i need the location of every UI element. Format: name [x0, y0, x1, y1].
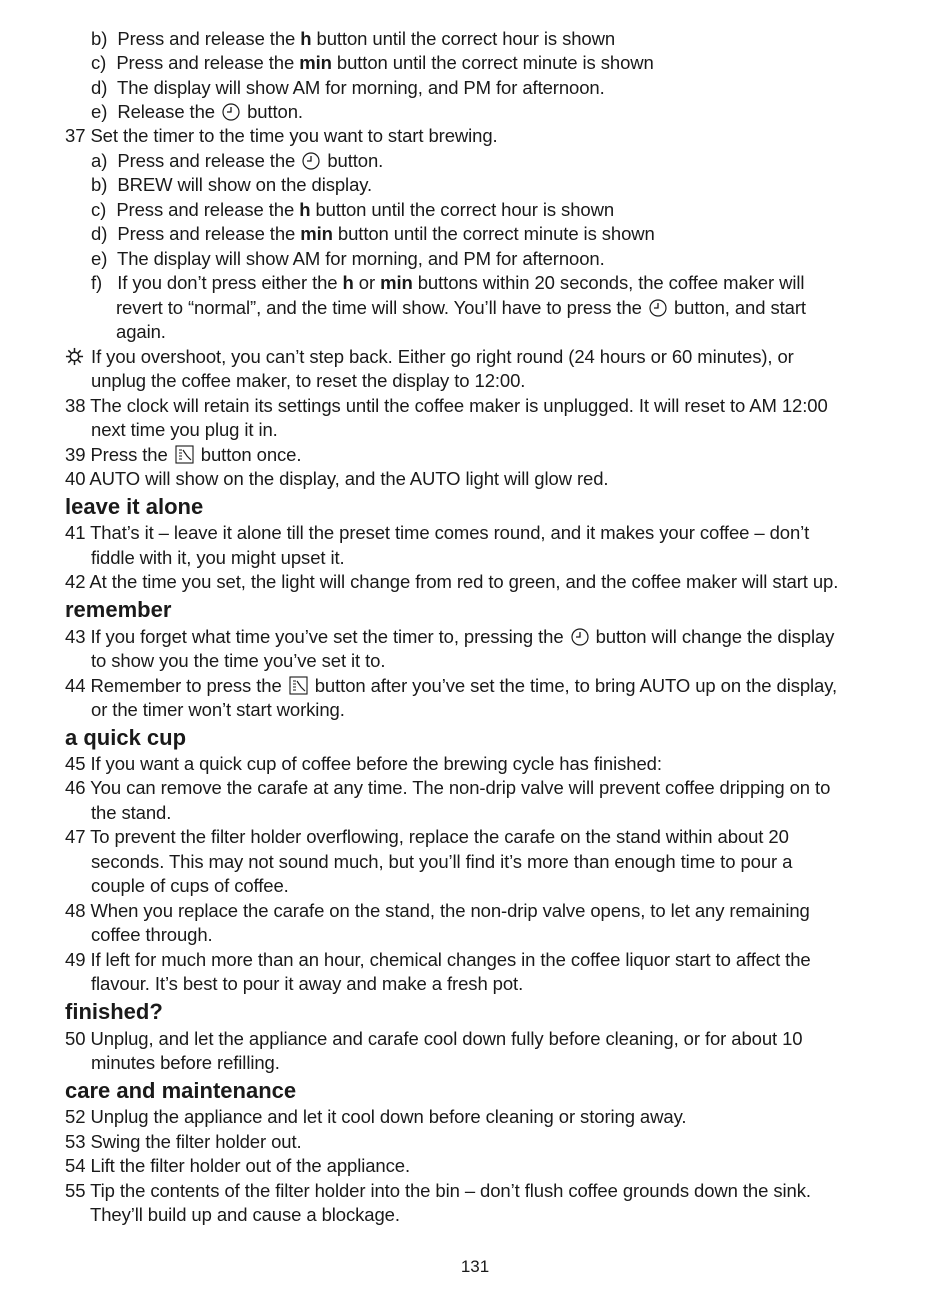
step-53: 53 Swing the filter holder out.	[65, 1131, 302, 1152]
step-37: 37 Set the timer to the time you want to start brewing.	[65, 125, 498, 146]
page-number: 131	[460, 1257, 490, 1276]
step-54: 54 Lift the filter holder out of the appliance.	[65, 1155, 410, 1176]
step-44-line2: or the timer won’t start working.	[91, 699, 345, 720]
step-43: 43 If you forget what time you’ve set the timer to, pressing the button will change the display	[65, 626, 835, 647]
auto-timer-icon	[289, 676, 308, 695]
step-38-line2: next time you plug it in.	[91, 419, 278, 440]
step-46-line2: the stand.	[91, 802, 172, 823]
step-37f: f) If you don’t press either the h or min buttons within 20 seconds, the coffee maker will	[91, 272, 805, 293]
step-52: 52 Unplug the appliance and let it cool down before cleaning or storing away.	[65, 1106, 687, 1127]
step-37d: d) Press and release the min button until the correct minute is shown	[91, 223, 655, 244]
clock-icon	[649, 299, 667, 317]
sun-tip-icon	[65, 347, 84, 366]
step-48: 48 When you replace the carafe on the stand, the non-drip valve opens, to let any remaining	[65, 900, 810, 921]
step-45: 45 If you want a quick cup of coffee before the brewing cycle has finished:	[65, 753, 662, 774]
step-36d: d) The display will show AM for morning, and PM for afternoon.	[91, 77, 605, 98]
step-48-line2: coffee through.	[91, 924, 213, 945]
step-37e: e) The display will show AM for morning, and PM for afternoon.	[91, 248, 605, 269]
step-37a: a) Press and release the button.	[91, 150, 384, 171]
step-42: 42 At the time you set, the light will change from red to green, and the coffee maker will start up.	[65, 571, 839, 592]
step-36c: c) Press and release the min button until the correct minute is shown	[91, 52, 654, 73]
clock-icon	[571, 628, 589, 646]
step-36e: e) Release the button.	[91, 101, 303, 122]
step-44: 44 Remember to press the button after you’ve set the time, to bring AUTO up on the display,	[65, 675, 838, 696]
step-40: 40 AUTO will show on the display, and the AUTO light will glow red.	[65, 468, 609, 489]
clock-icon	[302, 152, 320, 170]
step-37f-line2: revert to “normal”, and the time will show. You’ll have to press the button, and start	[116, 297, 806, 318]
step-38: 38 The clock will retain its settings until the coffee maker is unplugged. It will reset to AM 12:00	[65, 395, 828, 416]
step-55-line2: They’ll build up and cause a blockage.	[90, 1204, 400, 1225]
step-36b: b) Press and release the h button until the correct hour is shown	[91, 28, 616, 49]
step-37f-line3: again.	[116, 321, 166, 342]
heading-a-quick-cup: a quick cup	[65, 725, 187, 750]
step-47-line3: couple of cups of coffee.	[91, 875, 289, 896]
step-49-line2: flavour. It’s best to pour it away and make a fresh pot.	[91, 973, 524, 994]
heading-care-and-maintenance: care and maintenance	[65, 1078, 297, 1103]
step-41-line2: fiddle with it, you might upset it.	[91, 547, 345, 568]
step-39: 39 Press the button once.	[65, 444, 302, 465]
tip-note: If you overshoot, you can’t step back. Either go right round (24 hours or 60 minutes), or	[65, 345, 794, 370]
heading-leave-it-alone: leave it alone	[65, 494, 204, 519]
auto-timer-icon	[175, 445, 194, 464]
step-55: 55 Tip the contents of the filter holder into the bin – don’t flush coffee grounds down the sink.	[65, 1180, 811, 1201]
step-50: 50 Unplug, and let the appliance and carafe cool down fully before cleaning, or for about 10	[65, 1028, 803, 1049]
step-47-line2: seconds. This may not sound much, but you’ll find it’s more than enough time to pour a	[91, 851, 793, 872]
step-43-line2: to show you the time you’ve set it to.	[91, 650, 386, 671]
heading-remember: remember	[65, 597, 172, 622]
step-50-line2: minutes before refilling.	[91, 1052, 280, 1073]
heading-finished: finished?	[65, 999, 163, 1024]
step-37c: c) Press and release the h button until the correct hour is shown	[91, 199, 615, 220]
step-41: 41 That’s it – leave it alone till the preset time comes round, and it makes your coffee – don’t	[65, 522, 810, 543]
step-49: 49 If left for much more than an hour, chemical changes in the coffee liquor start to affect the	[65, 949, 811, 970]
clock-icon	[222, 103, 240, 121]
step-47: 47 To prevent the filter holder overflowing, replace the carafe on the stand within about 20	[65, 826, 789, 847]
step-37b: b) BREW will show on the display.	[91, 174, 373, 195]
step-46: 46 You can remove the carafe at any time. The non-drip valve will prevent coffee dripping on to	[65, 777, 831, 798]
tip-note-line2: unplug the coffee maker, to reset the display to 12:00.	[91, 370, 526, 391]
